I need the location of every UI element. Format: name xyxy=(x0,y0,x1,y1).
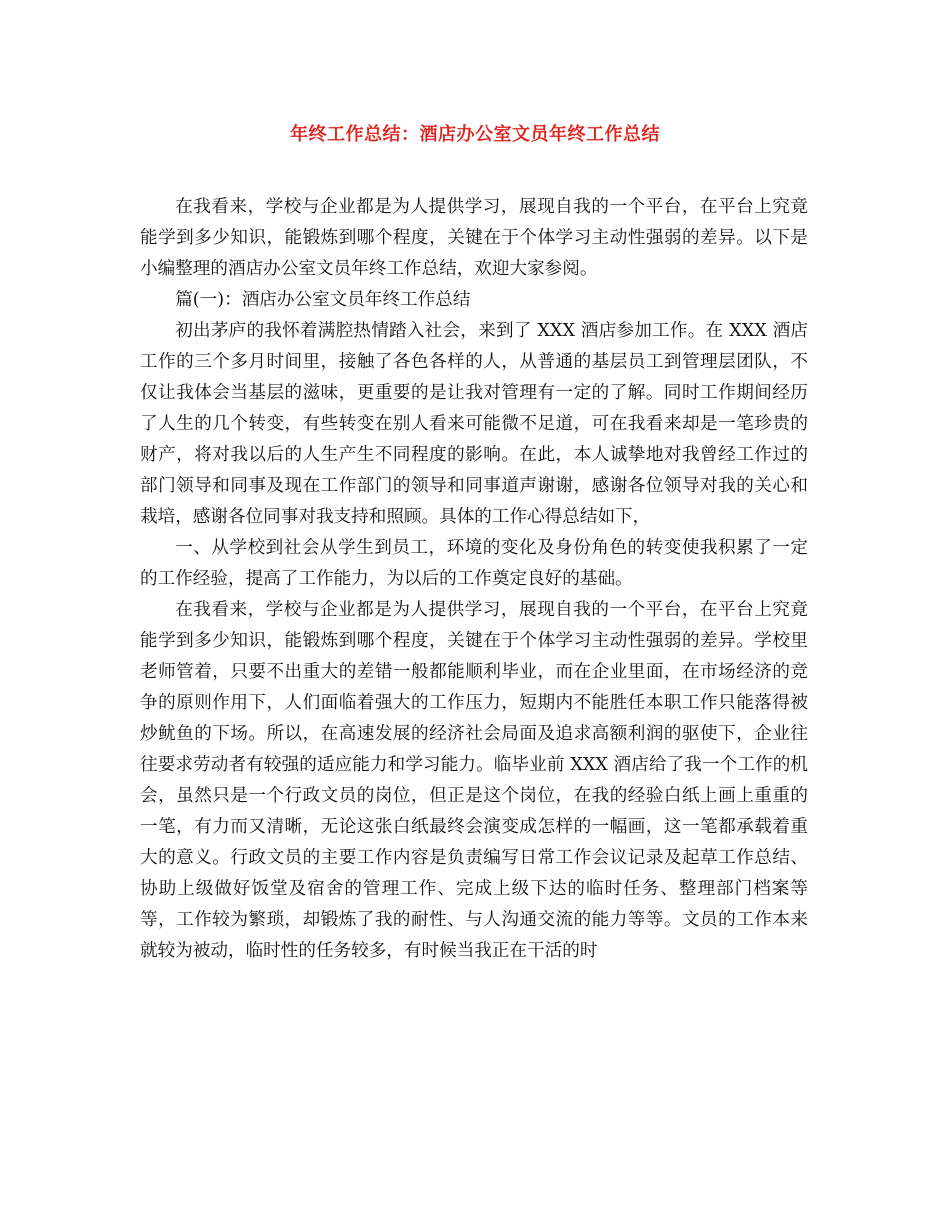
section-heading: 篇(一)：酒店办公室文员年终工作总结 xyxy=(175,290,471,310)
paragraph: 在我看来，学校与企业都是为人提供学习，展现自我的一个平台，在平台上究竟能学到多少知识，能锻炼到哪个程度，关键在于个体学习主动性强弱的差异。学校里老师管着，只要不出重大的差错一般都能顺利毕业，而在企业里面，在市场经济的竞争的原则作用下，人们面临着强大的工作压力，短期内不能胜任本职工作只能落得被炒鱿鱼的下场。所以，在高速发展的经济社会局面及追求高额利润的驱使下，企业往往要求劳动者有较强的适应能力和学习能力。临毕业前 XXX 酒店给了我一个工作的机会，虽然只是一个行政文员的岗位，但正是这个岗位，在我的经验白纸上画上重重的一笔，有力而又清晰，无论这张白纸最终会演变成怎样的一幅画，这一笔都承载着重大的意义。行政文员的主要工作内容是负责编写日常工作会议记录及起草工作总结、协助上级做好饭堂及宿舍的管理工作、完成上级下达的临时任务、整理部门档案等等，工作较为繁琐，却锻炼了我的耐性、与人沟通交流的能力等等。文员的工作本来就较为被动，临时性的任务较多，有时候当我正在干活的时 xyxy=(140,600,808,961)
document-body xyxy=(140,192,808,967)
paragraph: 初出茅庐的我怀着满腔热情踏入社会，来到了 XXX 酒店参加工作。在 XXX 酒店工作的三个多月时间里，接触了各色各样的人，从普通的基层员工到管理层团队，不仅让我体会当基层的滋味，更重要的是让我对管理有一定的了解。同时工作期间经历了人生的几个转变，有些转变在别人看来可能微不足道，可在我看来却是一笔珍贵的财产，将对我以后的人生产生不同程度的影响。在此，本人诚挚地对我曾经工作过的部门领导和同事及现在工作部门的领导和同事道声谢谢，感谢各位领导对我的关心和栽培，感谢各位同事对我支持和照顾。具体的工作心得总结如下， xyxy=(140,321,808,527)
paragraph-intro: 在我看来，学校与企业都是为人提供学习，展现自我的一个平台，在平台上究竟能学到多少知识，能锻炼到哪个程度，关键在于个体学习主动性强弱的差异。以下是小编整理的酒店办公室文员年终工作总结，欢迎大家参阅。 xyxy=(140,197,808,279)
paragraph: 一、从学校到社会从学生到员工，环境的变化及身份角色的转变使我积累了一定的工作经验，提高了工作能力，为以后的工作奠定良好的基础。 xyxy=(140,538,808,589)
document-title: 年终工作总结：酒店办公室文员年终工作总结 xyxy=(290,124,660,145)
